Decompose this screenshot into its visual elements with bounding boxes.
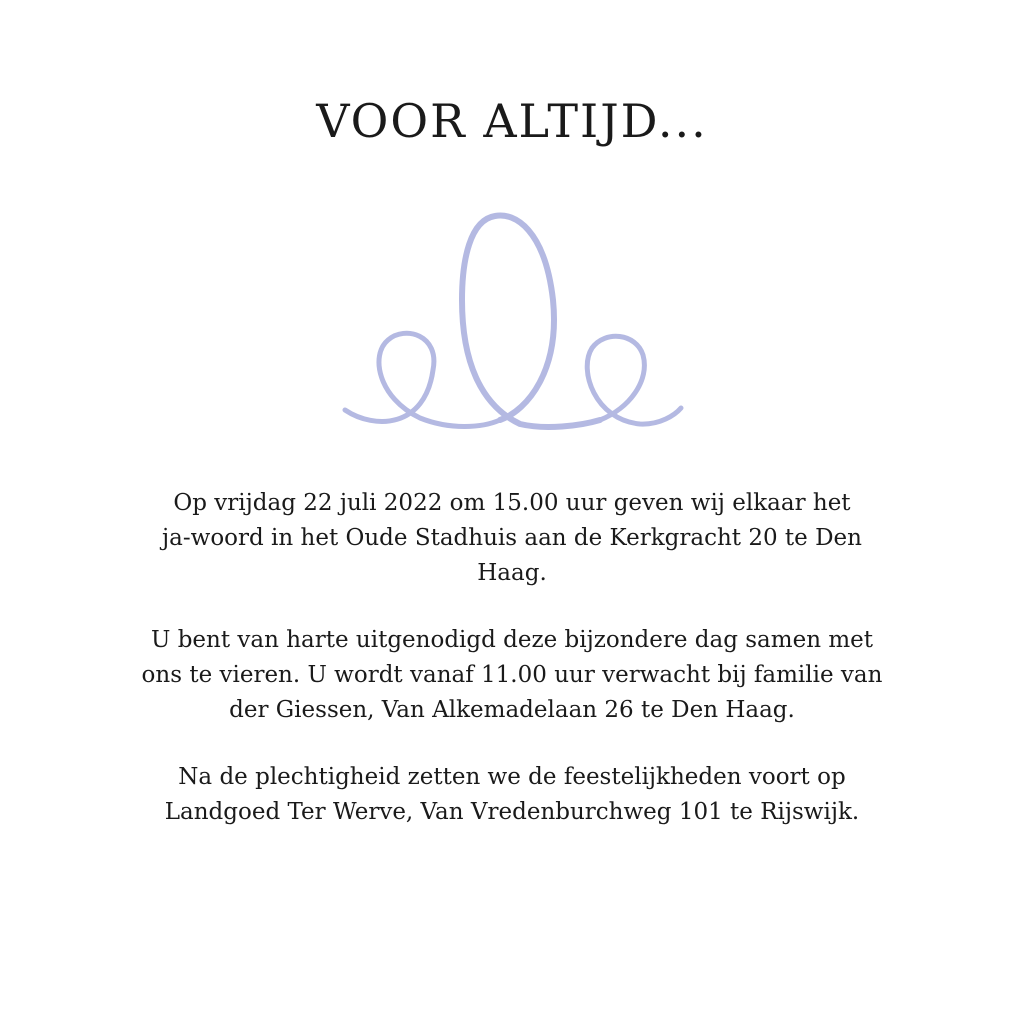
invitation-paragraph: [80, 623, 944, 728]
paragraph-line: Na de plechtigheid zetten we de feestelijkheden voort op: [178, 764, 846, 790]
paragraph-line: der Giessen, Van Alkemadelaan 26 te Den Haag.: [229, 697, 795, 723]
paragraph-line: Haag.: [477, 560, 547, 586]
paragraph-line: ons te vieren. U wordt vanaf 11.00 uur verwacht bij familie van: [141, 662, 883, 688]
paragraph-line: Op vrijdag 22 juli 2022 om 15.00 uur geven wij elkaar het: [173, 490, 851, 516]
card-title: VOOR ALTIJD...: [316, 94, 708, 148]
paragraph-line: U bent van harte uitgenodigd deze bijzondere dag samen met: [151, 627, 873, 653]
ceremony-paragraph: [80, 486, 944, 591]
paragraph-line: ja-woord in het Oude Stadhuis aan de Kerkgracht 20 te Den: [162, 525, 862, 551]
celebration-paragraph: [80, 760, 944, 830]
paragraph-line: Landgoed Ter Werve, Van Vredenburchweg 101 te Rijswijk.: [164, 799, 860, 825]
